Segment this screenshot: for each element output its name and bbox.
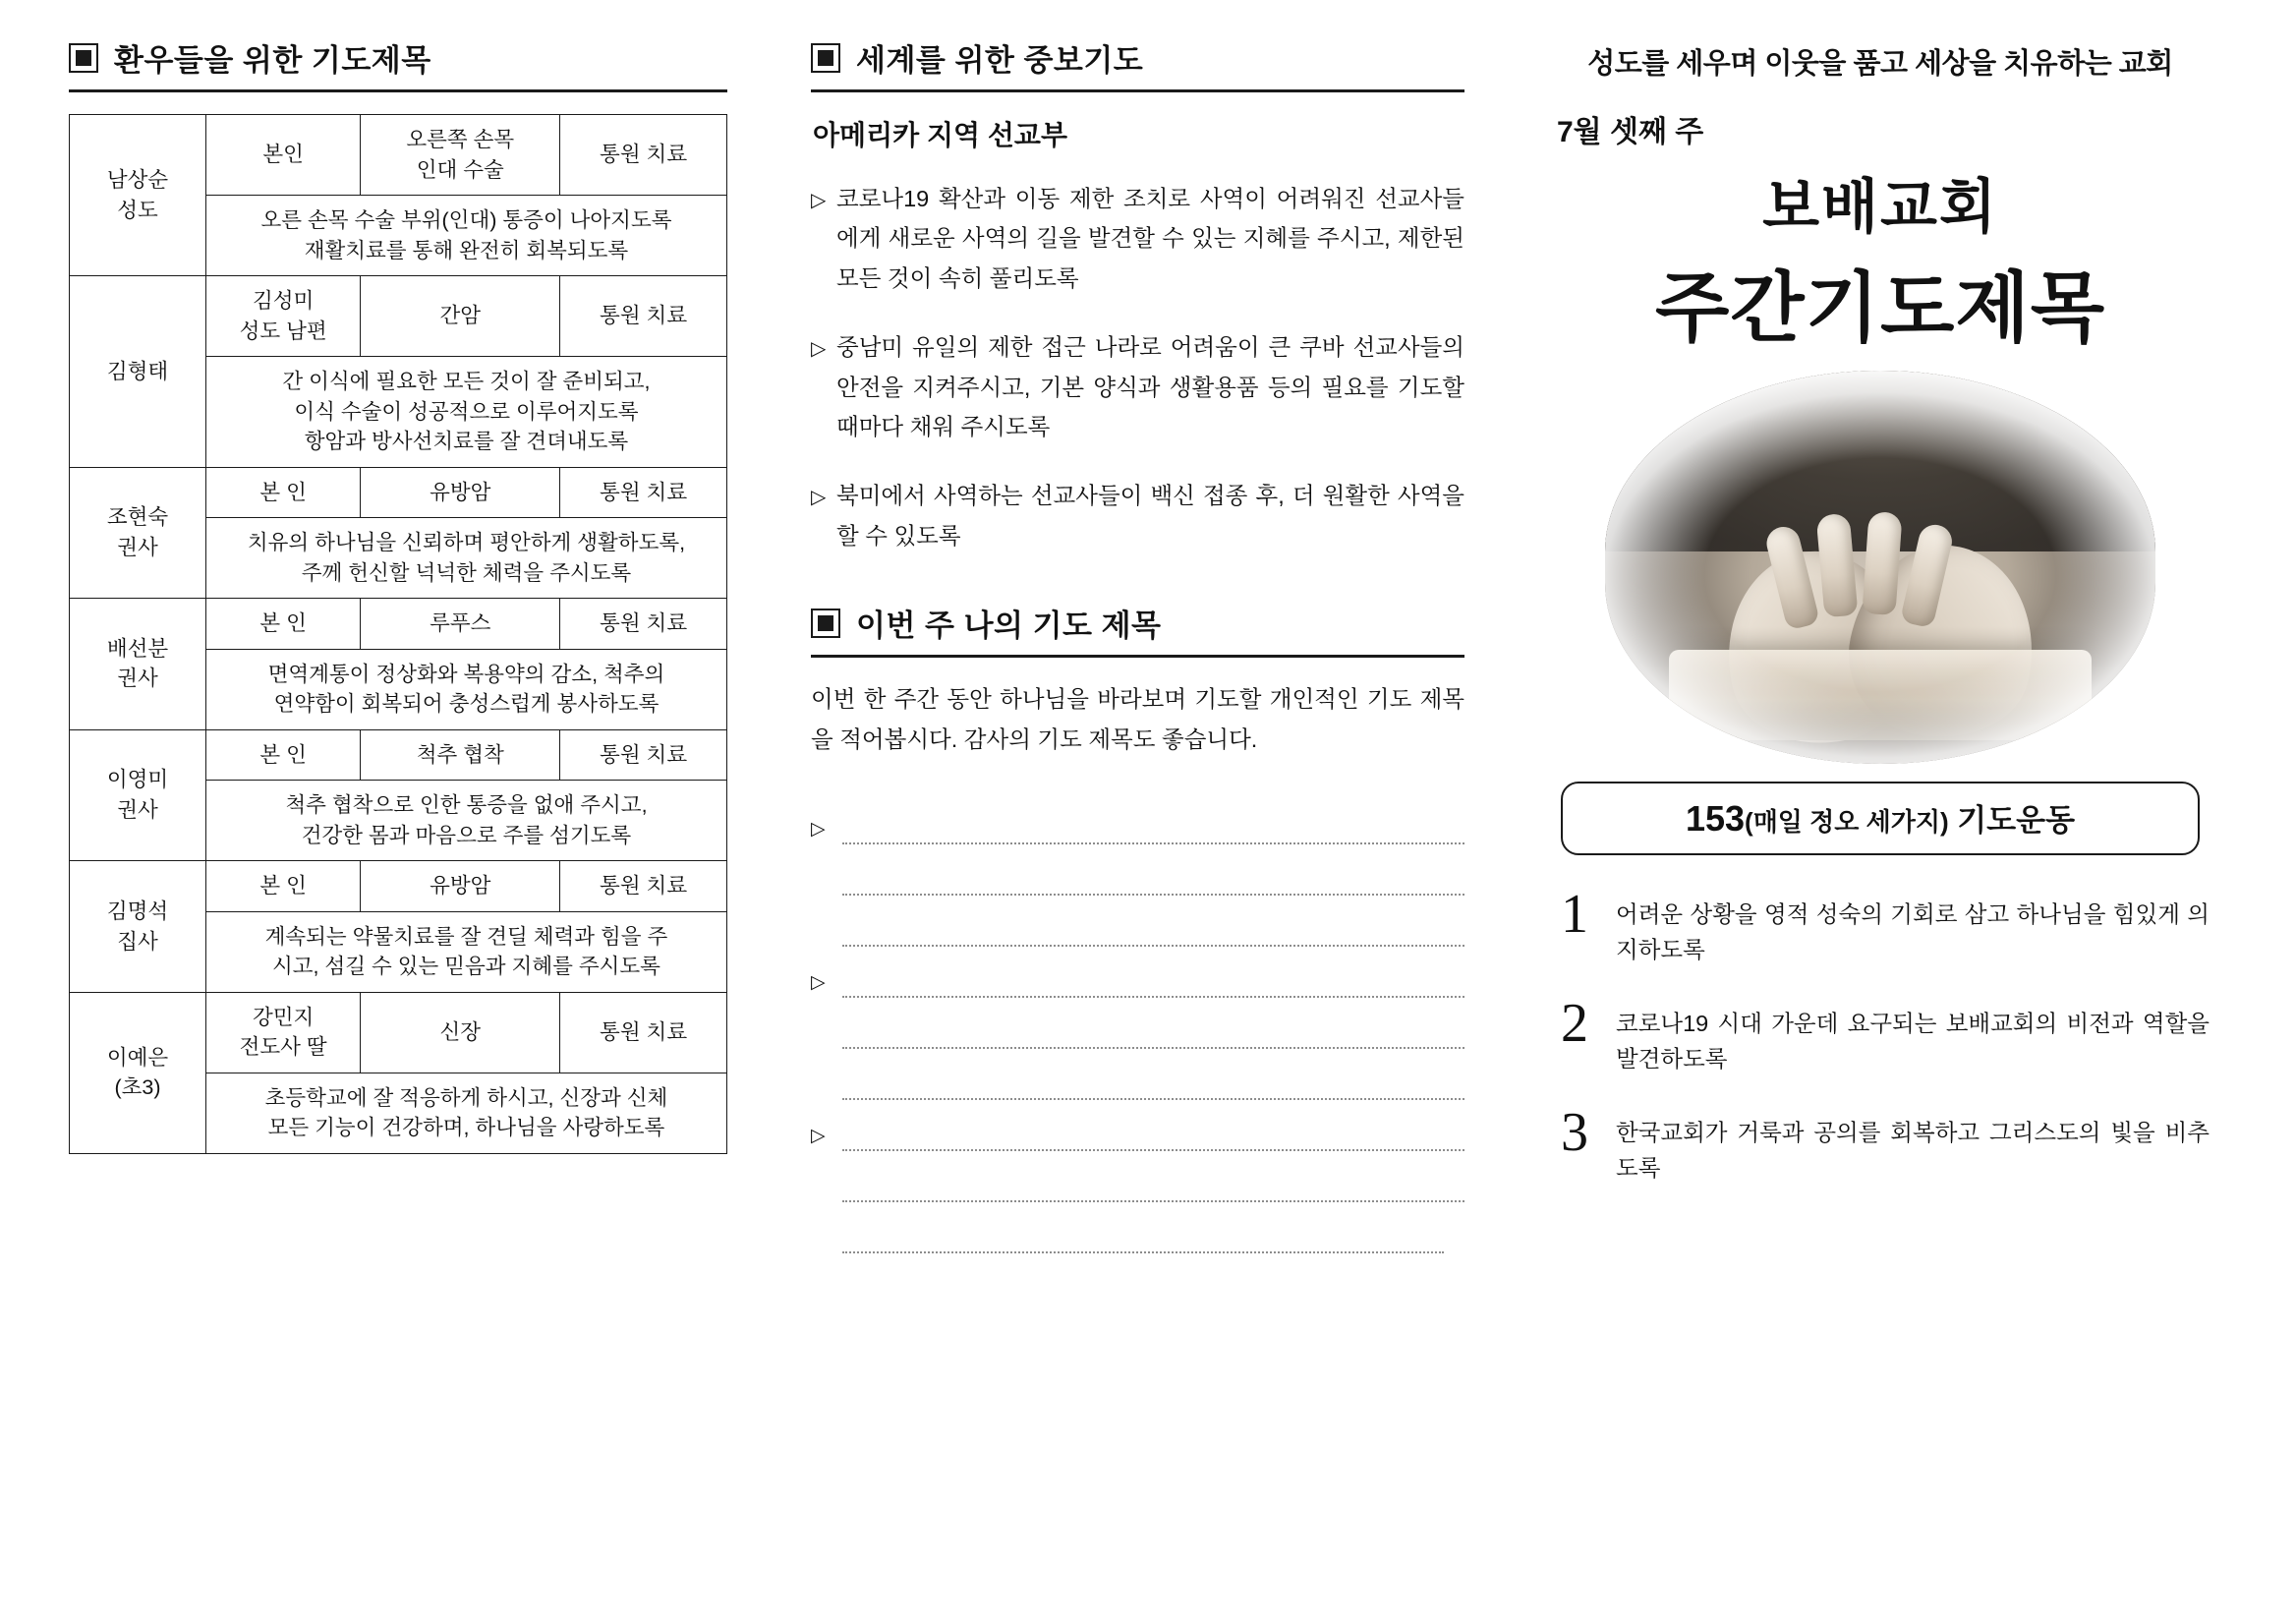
campaign-item-number: 3 [1561, 1101, 1588, 1163]
section-heading-patients [69, 35, 727, 92]
write-line-row[interactable] [811, 947, 1464, 998]
week-label: 7월 셋째 주 [1557, 116, 1704, 148]
write-line-row[interactable] [811, 1049, 1464, 1100]
patient-treatment: 통원 치료 [560, 276, 727, 357]
patient-name: 조현숙 권사 [70, 467, 206, 599]
patient-name: 이영미 권사 [70, 729, 206, 861]
patient-subject: 본 인 [205, 861, 360, 912]
square-bullet-icon [811, 43, 840, 73]
patient-illness: 유방암 [361, 861, 560, 912]
write-line[interactable] [842, 995, 1464, 998]
patient-illness: 간암 [361, 276, 560, 357]
patient-treatment: 통원 치료 [560, 729, 727, 781]
church-name: 보배교회 [1762, 174, 1998, 240]
patient-treatment: 통원 치료 [560, 115, 727, 196]
table-row [70, 115, 727, 196]
patient-subject: 강민지 전도사 딸 [205, 992, 360, 1073]
patient-prayer-detail: 오른 손목 수술 부위(인대) 통증이 나아지도록 재활치료를 통해 완전히 회복되도록 [205, 196, 726, 276]
my-prayer-intro: 이번 한 주간 동안 하나님을 바라보며 기도할 개인적인 기도 제목을 적어봅시다. 감사의 기도 제목도 좋습니다. [811, 686, 1464, 753]
patient-illness: 척추 협착 [361, 729, 560, 781]
write-line-row[interactable] [811, 998, 1464, 1049]
campaign-item-text: 한국교회가 거룩과 공의를 회복하고 그리스도의 빛을 비추도록 [1616, 1119, 2210, 1182]
section-title-text: 이번 주 나의 기도 제목 [856, 609, 1162, 644]
campaign-item-number: 2 [1561, 992, 1588, 1054]
patient-subject: 김성미 성도 남편 [205, 276, 360, 357]
write-line-row[interactable] [811, 793, 1464, 844]
write-line[interactable] [842, 1046, 1464, 1049]
campaign-badge [1561, 782, 2200, 855]
campaign-item-number: 1 [1561, 884, 1588, 945]
bulletin-title: 주간기도제목 [1654, 264, 2106, 351]
triangle-bullet-icon: ▷ [811, 819, 826, 840]
patient-name: 배선분 권사 [70, 599, 206, 730]
triangle-bullet-icon: ▷ [811, 1126, 826, 1146]
mission-paragraph: ▷ 코로나19 확산과 이동 제한 조치로 사역이 어려워진 선교사들에게 새로운 사역의 길을 발견할 수 있는 지혜를 주시고, 제한된 모든 것이 속히 풀리도록 [811, 186, 1464, 291]
column-patients-prayer [39, 35, 757, 1595]
patient-subject: 본 인 [205, 599, 360, 650]
table-row [70, 729, 727, 781]
patient-subject: 본 인 [205, 467, 360, 518]
write-line[interactable] [842, 1250, 1444, 1253]
patient-name: 이예은 (초3) [70, 992, 206, 1153]
section-title-text: 세계를 위한 중보기도 [856, 43, 1144, 78]
triangle-bullet-icon: ▷ [811, 190, 827, 211]
patient-name: 남상순 성도 [70, 115, 206, 276]
my-prayer-write-area[interactable] [811, 793, 1464, 1253]
square-bullet-icon [69, 43, 98, 73]
patients-prayer-table [69, 114, 727, 1154]
write-line[interactable] [842, 841, 1464, 844]
write-line[interactable] [842, 944, 1464, 947]
campaign-item [1551, 992, 2210, 1077]
patient-prayer-detail: 면역계통이 정상화와 복용약의 감소, 척추의 연약함이 회복되어 충성스럽게 봉사하도록 [205, 649, 726, 729]
praying-hands-photo [1605, 371, 2155, 764]
patient-prayer-detail: 간 이식에 필요한 모든 것이 잘 준비되고, 이식 수술이 성공적으로 이루어지도록 항암과 방사선치료를 잘 견뎌내도록 [205, 357, 726, 468]
table-row [70, 599, 727, 650]
column-cover [1504, 35, 2237, 1595]
section-title-text: 환우들을 위한 기도제목 [114, 43, 431, 78]
patient-treatment: 통원 치료 [560, 599, 727, 650]
write-line[interactable] [842, 893, 1464, 896]
patient-illness: 오른쪽 손목 인대 수술 [361, 115, 560, 196]
photo-vignette [1605, 371, 2155, 764]
section-heading-my-prayer [811, 601, 1464, 658]
patient-subject: 본 인 [205, 729, 360, 781]
campaign-item [1551, 884, 2210, 968]
square-bullet-icon [811, 609, 840, 638]
write-line-row[interactable] [811, 1151, 1464, 1202]
table-row [70, 992, 727, 1073]
campaign-item [1551, 1101, 2210, 1187]
write-line-row[interactable] [811, 844, 1464, 896]
mission-paragraph: ▷ 중남미 유일의 제한 접근 나라로 어려움이 큰 쿠바 선교사들의 안전을 지켜주시고, 기본 양식과 생활용품 등의 필요를 기도할 때마다 채워 주시도록 [811, 334, 1464, 440]
patient-illness: 루푸스 [361, 599, 560, 650]
write-line[interactable] [842, 1148, 1464, 1151]
patient-name: 김명석 집사 [70, 861, 206, 993]
patient-prayer-detail: 초등학교에 잘 적응하게 하시고, 신장과 신체 모든 기능이 건강하며, 하나님을 사랑하도록 [205, 1073, 726, 1153]
campaign-suffix: 기도운동 [1957, 803, 2076, 838]
patient-prayer-detail: 계속되는 약물치료를 잘 견딜 체력과 힘을 주 시고, 섬길 수 있는 믿음과 지혜를 주시도록 [205, 911, 726, 992]
mission-paragraph: ▷ 북미에서 사역하는 선교사들이 백신 접종 후, 더 원활한 사역을 할 수 있도록 [811, 483, 1464, 549]
table-row [70, 467, 727, 518]
triangle-bullet-icon: ▷ [811, 487, 827, 509]
triangle-bullet-icon: ▷ [811, 338, 827, 361]
campaign-number: 153 [1685, 798, 1746, 839]
write-line[interactable] [842, 1199, 1464, 1202]
column-world-prayer [757, 35, 1504, 1595]
patient-treatment: 통원 치료 [560, 992, 727, 1073]
campaign-detail: (매일 정오 세가지) [1745, 807, 1949, 837]
table-row [70, 861, 727, 912]
campaign-item-text: 어려운 상황을 영적 성숙의 기회로 삼고 하나님을 힘있게 의지하도록 [1616, 901, 2210, 963]
patient-subject: 본인 [205, 115, 360, 196]
patient-illness: 유방암 [361, 467, 560, 518]
write-line-row[interactable] [811, 1202, 1464, 1253]
patient-illness: 신장 [361, 992, 560, 1073]
church-slogan: 성도를 세우며 이웃을 품고 세상을 치유하는 교회 [1587, 48, 2173, 80]
campaign-item-list [1551, 884, 2210, 1187]
triangle-bullet-icon: ▷ [811, 972, 826, 993]
table-row [70, 276, 727, 357]
write-line-row[interactable] [811, 1100, 1464, 1151]
write-line-row[interactable] [811, 896, 1464, 947]
patient-prayer-detail: 치유의 하나님을 신뢰하며 평안하게 생활하도록, 주께 헌신할 넉넉한 체력을 주시도록 [205, 518, 726, 599]
patient-prayer-detail: 척추 협착으로 인한 통증을 없애 주시고, 건강한 몸과 마음으로 주를 섬기도록 [205, 781, 726, 861]
mission-paragraph-list [811, 179, 1464, 555]
section-heading-world [811, 35, 1464, 92]
patient-treatment: 통원 치료 [560, 467, 727, 518]
campaign-item-text: 코로나19 시대 가운데 요구되는 보배교회의 비전과 역할을 발견하도록 [1616, 1010, 2210, 1073]
mission-region-subtitle: 아메리카 지역 선교부 [813, 120, 1067, 150]
patient-treatment: 통원 치료 [560, 861, 727, 912]
patient-name: 김형태 [70, 276, 206, 468]
write-line[interactable] [842, 1097, 1464, 1100]
